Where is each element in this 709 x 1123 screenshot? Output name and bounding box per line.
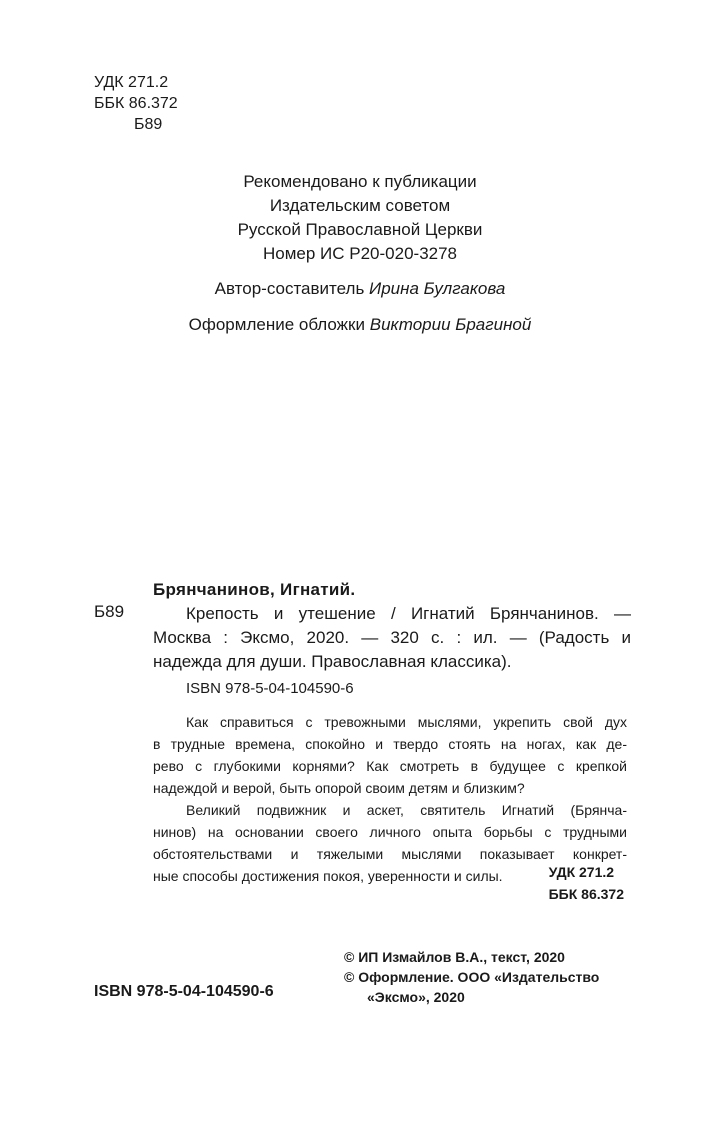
bbk-code: ББК 86.372 [94, 95, 178, 112]
annotation-line: надеждой и верой, быть опорой своим детям и близким? [153, 780, 525, 796]
catalog-author-mark: Б89 [94, 602, 125, 621]
catalog-udk: УДК 271.2 [548, 864, 615, 880]
cover-design-credit [0, 315, 709, 335]
annotation-line: нинов) на основании своего личного опыта борьбы с трудными [153, 824, 627, 840]
recommendation-number: Номер ИС Р20-020-3278 [262, 244, 458, 263]
classification-codes [94, 72, 178, 135]
annotation-line: ные способы достижения покоя, уверенности и силы. [153, 868, 503, 884]
description-line: Крепость и утешение / Игнатий Брянчанинов. — [186, 604, 631, 623]
catalog-author: Брянчанинов, Игнатий. [153, 580, 356, 599]
copyright-design: © Оформление. ООО «Издательство [344, 969, 600, 985]
cover-design-label: Оформление обложки [188, 315, 365, 334]
recommendation-line: Русской Православной Церкви [237, 220, 483, 239]
annotation-line: обстоятельствами и тяжелыми мыслями показывает конкрет- [153, 846, 627, 862]
footer-isbn: ISBN 978-5-04-104590-6 [94, 983, 274, 1000]
cover-design-name: Виктории Брагиной [369, 315, 532, 334]
copyright-design-continued: «Эксмо», 2020 [367, 989, 465, 1005]
copyright-block [344, 947, 599, 1007]
author-mark: Б89 [134, 116, 163, 133]
description-line: надежда для души. Православная классика). [153, 652, 512, 671]
copyright-text: © ИП Измайлов В.А., текст, 2020 [344, 949, 565, 965]
recommendation-line: Издательским советом [269, 196, 451, 215]
author-compiler [0, 279, 709, 299]
author-compiler-label: Автор-составитель [214, 279, 365, 298]
annotation-line: Как справиться с тревожными мыслями, укрепить свой дух [186, 714, 627, 730]
annotation-line: в трудные времена, спокойно и твердо стоять на ногах, как де- [153, 736, 627, 752]
recommendation-block [0, 170, 709, 266]
annotation-line: рево с глубокими корнями? Как смотреть в будущее с крепкой [153, 758, 627, 774]
recommendation-line: Рекомендовано к публикации [243, 172, 477, 191]
catalog-codes [549, 861, 624, 905]
author-compiler-name: Ирина Булгакова [369, 279, 506, 298]
annotation-line: Великий подвижник и аскет, святитель Игнатий (Брянча- [186, 802, 627, 818]
catalog-isbn: ISBN 978-5-04-104590-6 [186, 680, 354, 697]
catalog-description [153, 602, 631, 674]
catalog-bbk: ББК 86.372 [548, 886, 624, 902]
udk-code: УДК 271.2 [94, 74, 169, 91]
description-line: Москва : Эксмо, 2020. — 320 с. : ил. — (Радость и [153, 628, 631, 647]
